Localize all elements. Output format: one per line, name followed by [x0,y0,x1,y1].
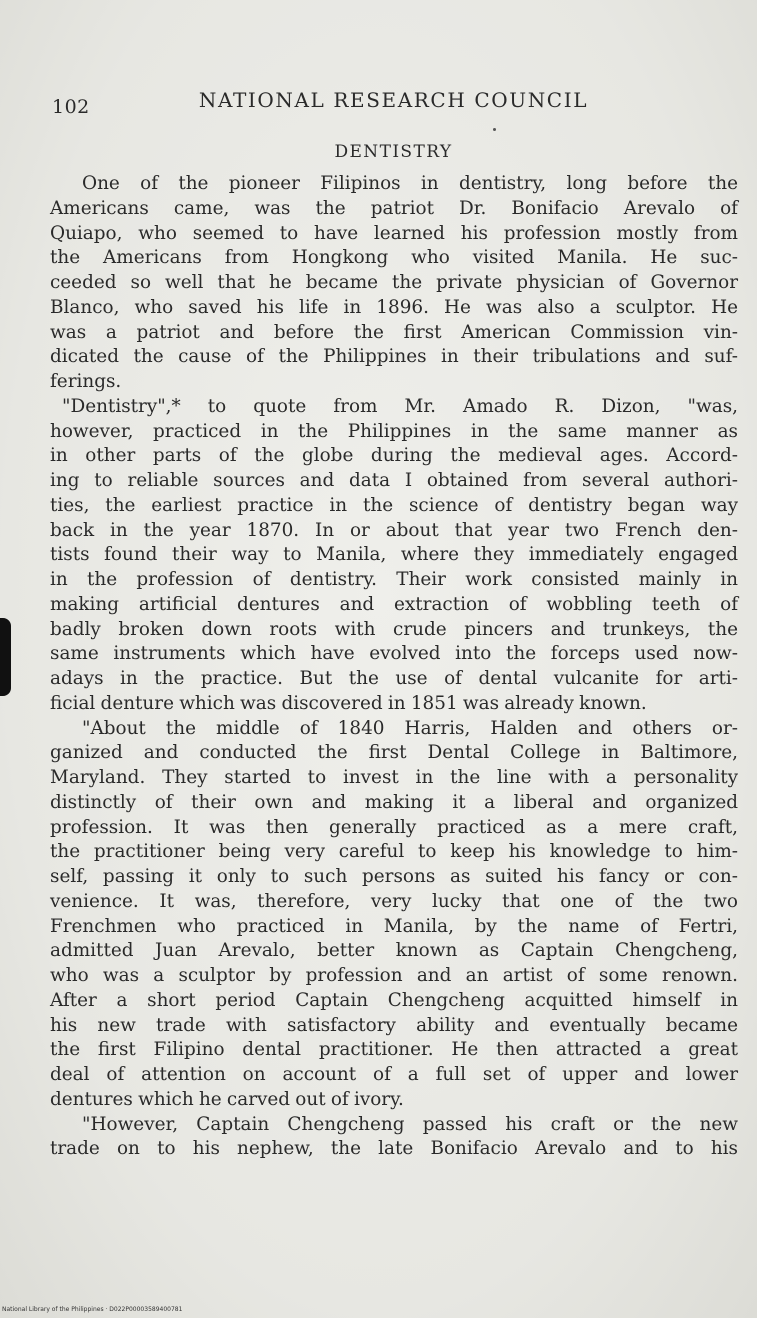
text-line: who was a sculptor by profession and an artist of some renown. [50,965,738,986]
text-line: dicated the cause of the Philippines in their tribulations and suf- [50,346,738,368]
text-line: back in the year 1870. In or about that year two French den- [50,519,738,541]
text-line: trade on to his nephew, the late Bonifacio Arevalo and to his [50,1138,738,1160]
text-line: Quiapo, who seemed to have learned his profession mostly from [50,222,738,244]
text-line: Maryland. They started to invest in the line with a personality [50,767,738,788]
text-line: ferings. [50,371,122,392]
text-line: venience. It was, therefore, very lucky that one of the two [50,890,738,912]
text-line: distinctly of their own and making it a liberal and organized [50,791,738,813]
ink-speck [493,128,496,131]
text-line: "About the middle of 1840 Harris, Halden and others or- [82,717,738,739]
text-line: ties, the earliest practice in the science of dentistry began way [50,494,738,516]
text-line: dentures which he carved out of ivory. [50,1088,404,1110]
text-line: adays in the practice. But the use of dental vulcanite for arti- [50,668,738,689]
running-head: NATIONAL RESEARCH COUNCIL [198,88,589,112]
text-line: ganized and conducted the first Dental College in Baltimore, [50,742,738,764]
text-line: ing to reliable sources and data I obtained from several authori- [50,470,738,491]
text-line: was a patriot and before the first American Commission vin- [50,321,738,343]
text-line: Frenchmen who practiced in Manila, by the name of Fertri, [50,915,738,937]
text-line: ceeded so well that he became the private physician of Governor [50,272,738,293]
text-line: however, practiced in the Philippines in the same manner as [50,420,738,442]
text-line: the Americans from Hongkong who visited Manila. He suc- [50,247,738,269]
text-line: same instruments which have evolved into the forceps used now- [50,643,738,665]
text-line: the practitioner being very careful to keep his knowledge to him- [50,841,738,863]
text-line: admitted Juan Arevalo, better known as Captain Chengcheng, [50,940,738,962]
text-line: "Dentistry",* to quote from Mr. Amado R. Dizon, "was, [62,395,738,417]
text-line: profession. It was then generally practiced as a mere craft, [50,816,738,838]
text-line: "However, Captain Chengcheng passed his craft or the new [82,1113,738,1135]
text-line: ficial denture which was discovered in 1851 was already known. [50,692,647,714]
text-line: his new trade with satisfactory ability and eventually became [50,1014,738,1036]
text-line: making artificial dentures and extraction of wobbling teeth of [50,593,738,615]
section-title: DENTISTRY [334,142,453,162]
text-line: Americans came, was the patriot Dr. Bonifacio Arevalo of [50,197,738,219]
text-line: Blanco, who saved his life in 1896. He was also a sculptor. He [50,296,738,318]
binding-shadow [0,618,11,696]
text-line: self, passing it only to such persons as suited his fancy or con- [50,866,738,887]
page-number: 102 [52,96,90,118]
text-line: After a short period Captain Chengcheng acquitted himself in [50,989,738,1011]
body-text [50,172,738,1162]
text-line: in other parts of the globe during the medieval ages. Accord- [50,445,738,467]
text-line: deal of attention on account of a full set of upper and lower [50,1064,738,1085]
scan-credit: National Library of the Philippines · D022P00003589400781 [2,1306,183,1313]
text-line: the first Filipino dental practitioner. He then attracted a great [50,1039,738,1061]
text-line: badly broken down roots with crude pincers and trunkeys, the [50,618,738,640]
text-line: tists found their way to Manila, where they immediately engaged [50,544,738,566]
text-line: in the profession of dentistry. Their work consisted mainly in [50,569,738,590]
text-line: One of the pioneer Filipinos in dentistry, long before the [82,173,738,194]
